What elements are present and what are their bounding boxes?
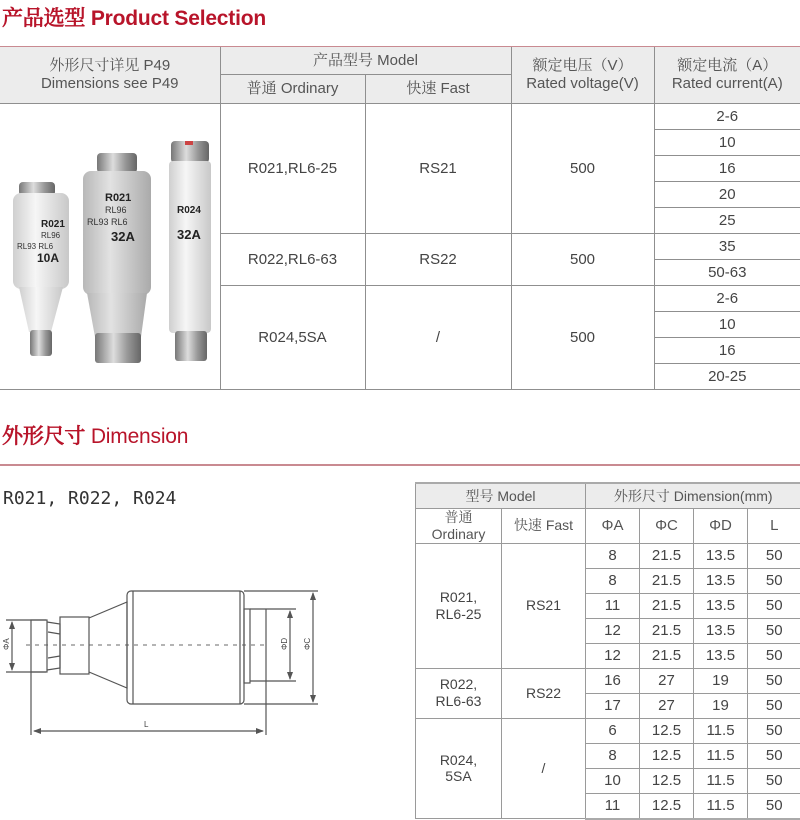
dimension-header: 外形尺寸 Dimension(mm) [586, 483, 800, 509]
fast-cell: / [365, 286, 511, 390]
cell-d: 13.5 [694, 643, 748, 668]
current-cell: 16 [654, 338, 800, 364]
current-header [654, 47, 800, 104]
ordinary-line-1: R022, [416, 676, 501, 693]
fast-cell: RS22 [502, 668, 586, 718]
cell-l: 50 [748, 643, 800, 668]
title-en: Product Selection [91, 7, 266, 30]
current-cell: 50-63 [654, 260, 800, 286]
cell-d: 11.5 [694, 793, 748, 819]
fuse-photos [0, 104, 220, 390]
cell-c: 12.5 [640, 768, 694, 793]
dimension-table [415, 482, 800, 820]
models-line: R021, R022, R024 [3, 488, 176, 509]
cell-a: 11 [586, 593, 640, 618]
svg-text:RL96: RL96 [105, 205, 127, 215]
cell-a: 16 [586, 668, 640, 693]
voltage-header-cn: 额定电压（V） [512, 57, 654, 75]
svg-text:RL96: RL96 [41, 231, 61, 240]
dims-header [0, 47, 220, 104]
cell-d: 13.5 [694, 618, 748, 643]
cell-l: 50 [748, 593, 800, 618]
fast-cell: RS22 [365, 234, 511, 286]
ordinary-cell [416, 543, 502, 668]
fast-header: 快速 Fast [502, 509, 586, 544]
fuse-photo-image [5, 127, 215, 367]
fuse-medium [83, 153, 151, 363]
svg-text:R024: R024 [177, 205, 201, 216]
cell-c: 21.5 [640, 618, 694, 643]
title-cn: 产品选型 [2, 7, 85, 30]
current-cell: 20-25 [654, 364, 800, 390]
cell-d: 11.5 [694, 768, 748, 793]
phi-a-label: ΦA [2, 638, 11, 650]
model-header: 产品型号 Model [220, 47, 511, 75]
svg-text:RL93 RL6: RL93 RL6 [87, 217, 128, 227]
cell-l: 50 [748, 793, 800, 819]
fuse-dimension-drawing [0, 560, 340, 760]
col-phi-c: ΦC [640, 509, 694, 544]
section-divider [0, 464, 800, 466]
current-cell: 35 [654, 234, 800, 260]
ordinary-line-1: R024, [416, 752, 501, 769]
fuse-long [169, 141, 211, 361]
voltage-header [511, 47, 654, 104]
dimension-title [2, 420, 188, 450]
ordinary-cell: R022,RL6-63 [220, 234, 365, 286]
current-cell: 16 [654, 156, 800, 182]
cell-c: 12.5 [640, 718, 694, 743]
cell-a: 12 [586, 618, 640, 643]
col-phi-a: ΦA [586, 509, 640, 544]
voltage-cell: 500 [511, 234, 654, 286]
fuse-small [13, 182, 69, 356]
cell-l: 50 [748, 668, 800, 693]
cell-d: 13.5 [694, 568, 748, 593]
title-cn: 外形尺寸 [2, 425, 85, 448]
cell-c: 21.5 [640, 568, 694, 593]
cell-c: 27 [640, 668, 694, 693]
product-selection-title [2, 2, 266, 32]
ordinary-cell [416, 718, 502, 819]
cell-d: 19 [694, 693, 748, 718]
cell-l: 50 [748, 543, 800, 568]
voltage-header-en: Rated voltage(V) [512, 75, 654, 93]
cell-c: 12.5 [640, 743, 694, 768]
current-cell: 10 [654, 130, 800, 156]
fast-cell: RS21 [365, 104, 511, 234]
current-header-en: Rated current(A) [655, 75, 800, 93]
col-phi-d: ΦD [694, 509, 748, 544]
cell-l: 50 [748, 718, 800, 743]
cell-d: 11.5 [694, 743, 748, 768]
ordinary-cell: R021,RL6-25 [220, 104, 365, 234]
current-header-cn: 额定电流（A） [655, 57, 800, 75]
ordinary-header: 普通 Ordinary [220, 75, 365, 104]
cell-c: 21.5 [640, 593, 694, 618]
ordinary-line-1: R021, [416, 589, 501, 606]
cell-l: 50 [748, 768, 800, 793]
current-cell: 20 [654, 182, 800, 208]
col-l: L [748, 509, 800, 544]
voltage-cell: 500 [511, 104, 654, 234]
model-header: 型号 Model [416, 483, 586, 509]
cell-d: 19 [694, 668, 748, 693]
ordinary-cell [416, 668, 502, 718]
product-selection-table [0, 47, 800, 390]
cell-l: 50 [748, 743, 800, 768]
cell-c: 27 [640, 693, 694, 718]
svg-text:32A: 32A [111, 229, 135, 244]
cell-c: 21.5 [640, 643, 694, 668]
cell-l: 50 [748, 693, 800, 718]
cell-a: 12 [586, 643, 640, 668]
cell-a: 6 [586, 718, 640, 743]
current-cell: 2-6 [654, 104, 800, 130]
phi-c-label: ΦC [303, 638, 312, 650]
fast-cell: RS21 [502, 543, 586, 668]
cell-l: 50 [748, 618, 800, 643]
ordinary-line-2: RL6-25 [416, 606, 501, 623]
length-label: L [144, 720, 149, 729]
svg-text:R021: R021 [105, 192, 131, 204]
current-cell: 2-6 [654, 286, 800, 312]
fast-cell: / [502, 718, 586, 819]
cell-a: 8 [586, 543, 640, 568]
current-cell: 25 [654, 208, 800, 234]
cell-d: 11.5 [694, 718, 748, 743]
ordinary-line-2: RL6-63 [416, 693, 501, 710]
fast-header: 快速 Fast [365, 75, 511, 104]
title-en: Dimension [91, 425, 188, 448]
svg-text:32A: 32A [177, 227, 201, 242]
cell-l: 50 [748, 568, 800, 593]
cell-a: 10 [586, 768, 640, 793]
dims-header-cn: 外形尺寸详见 P49 [0, 57, 220, 75]
ordinary-line-2: 5SA [416, 768, 501, 785]
voltage-cell: 500 [511, 286, 654, 390]
phi-d-label: ΦD [280, 638, 289, 650]
cell-a: 8 [586, 743, 640, 768]
current-cell: 10 [654, 312, 800, 338]
cell-a: 8 [586, 568, 640, 593]
svg-text:10A: 10A [37, 251, 59, 265]
cell-d: 13.5 [694, 593, 748, 618]
ordinary-cell: R024,5SA [220, 286, 365, 390]
svg-text:RL93 RL6: RL93 RL6 [17, 242, 54, 251]
cell-c: 21.5 [640, 543, 694, 568]
cell-c: 12.5 [640, 793, 694, 819]
ordinary-header: 普通 Ordinary [416, 509, 502, 544]
cell-a: 17 [586, 693, 640, 718]
dims-header-en: Dimensions see P49 [0, 75, 220, 93]
cell-d: 13.5 [694, 543, 748, 568]
cell-a: 11 [586, 793, 640, 819]
svg-text:R021: R021 [41, 219, 65, 230]
